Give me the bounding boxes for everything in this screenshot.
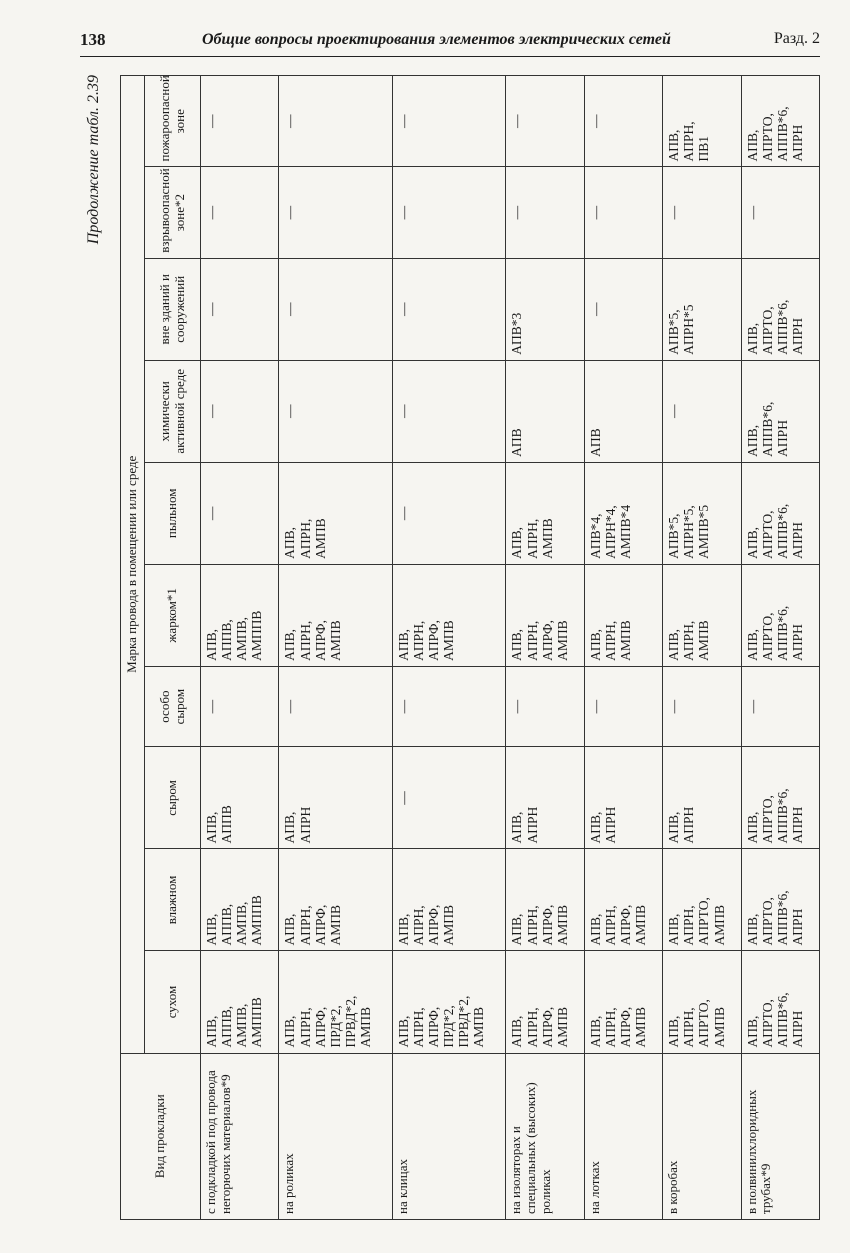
table-cell: АПВ, АПРН, АМПВ (663, 564, 741, 666)
table-cell: — (506, 666, 584, 747)
table-cell: АПВ (584, 360, 662, 462)
table-continuation-label: Продолжение табл. 2.39 (85, 75, 102, 245)
table-cell: АПВ, АПРН, АМПВ (584, 564, 662, 666)
row-kind-cell: в коробах (663, 1053, 741, 1219)
table-cell: АПВ, АПРН, АПРФ, АМПВ (392, 849, 506, 951)
table-cell: — (506, 167, 584, 258)
table-cell: АПВ, АПРН, АПРФ, АМПВ (584, 951, 662, 1053)
table-cell: — (663, 360, 741, 462)
table-cell: — (663, 167, 741, 258)
table-cell: АПВ, АПРТО, АППВ*6, АПРН (741, 849, 819, 951)
table-cell: АПВ, АПРН, АПРФ, АМПВ (506, 564, 584, 666)
col-kind-header: Вид прокладки (121, 1053, 201, 1219)
table-cell: — (741, 666, 819, 747)
table-cell: — (741, 167, 819, 258)
table-cell: АПВ, АПРН (663, 747, 741, 849)
table-cell: АПВ, АПРН (584, 747, 662, 849)
table-cell: АПВ, АПРН, АМПВ (279, 462, 393, 564)
table-cell: — (201, 76, 279, 167)
table-cell: АПВ, АПРН, АМПВ (506, 462, 584, 564)
table-cell: АПВ, АПРН (506, 747, 584, 849)
table-cell: — (201, 167, 279, 258)
col-header: жарком*1 (145, 564, 201, 666)
table-row (741, 76, 819, 1220)
table-cell: АПВ, АПРН, АПРФ, АМПВ (506, 849, 584, 951)
col-header: сыром (145, 747, 201, 849)
table-cell: АПВ, АПРН, АПРФ, АМПВ (506, 951, 584, 1053)
table-cell: АПВ, АППВ (201, 747, 279, 849)
table-cell: АПВ, АПРН, АПРТО, АМПВ (663, 849, 741, 951)
table-cell: — (201, 360, 279, 462)
table-cell: АПВ*4, АПРН*4, АМПВ*4 (584, 462, 662, 564)
row-kind-cell: в полвинилхлоридных трубах*9 (741, 1053, 819, 1219)
table-cell: АПВ, АППВ, АМПВ, АМППВ (201, 951, 279, 1053)
table-cell: — (201, 462, 279, 564)
table-cell: — (279, 167, 393, 258)
table-cell: АПВ, АПРТО, АППВ*6, АПРН (741, 258, 819, 360)
table-cell: АПВ (506, 360, 584, 462)
table-cell: — (392, 360, 506, 462)
page-header (80, 30, 820, 57)
table-cell: — (392, 167, 506, 258)
col-header: особо сыром (145, 666, 201, 747)
col-header: химически активной среде (145, 360, 201, 462)
table-row (584, 76, 662, 1220)
table-cell: — (279, 666, 393, 747)
table-cell: — (663, 666, 741, 747)
page-number: 138 (80, 30, 106, 49)
col-header: сухом (145, 951, 201, 1053)
group-header: Марка провода в помещении или среде (121, 76, 145, 1054)
table-cell: АПВ, АПРТО, АППВ*6, АПРН (741, 747, 819, 849)
table-cell: АПВ, АПРН, АПРФ, ПРД*2, ПРВД*2, АМПВ (279, 951, 393, 1053)
table-cell: АПВ, АППВ, АМПВ, АМППВ (201, 564, 279, 666)
table-cell: АПВ, АПРН, АПРФ, АМПВ (279, 849, 393, 951)
col-header: пожароопасной зоне (145, 76, 201, 167)
table-cell: — (279, 360, 393, 462)
table-cell: — (392, 76, 506, 167)
table-cell: — (279, 258, 393, 360)
table-body (201, 76, 820, 1220)
col-header: пыльном (145, 462, 201, 564)
table-cell: АПВ, АПРТО, АППВ*6, АПРН (741, 564, 819, 666)
table-row (663, 76, 741, 1220)
row-kind-cell: на лотках (584, 1053, 662, 1219)
running-title: Общие вопросы проектирования элементов электрических сетей (202, 31, 671, 48)
table-cell: АПВ, АПРН, АПРФ, АМПВ (279, 564, 393, 666)
table-cell: АПВ, АПРН, АПРФ, ПРД*2, ПРВД*2, АМПВ (392, 951, 506, 1053)
table-cell: — (201, 666, 279, 747)
col-header: взрывоопасной зоне*2 (145, 167, 201, 258)
table-cell: — (279, 76, 393, 167)
table-cell: — (392, 462, 506, 564)
row-kind-cell: на роликах (279, 1053, 393, 1219)
col-header: влажном (145, 849, 201, 951)
table-cell: — (584, 666, 662, 747)
row-kind-cell: с подкладкой под провода негорючих материалов*9 (201, 1053, 279, 1219)
row-kind-cell: на клицах (392, 1053, 506, 1219)
wire-brand-table (120, 75, 820, 1220)
table-row (506, 76, 584, 1220)
table-cell: АПВ, АПРН, АПРФ, АМПВ (392, 564, 506, 666)
table-cell: АПВ, АППВ, АМПВ, АМППВ (201, 849, 279, 951)
table-cell: — (584, 76, 662, 167)
table-cell: — (392, 747, 506, 849)
table-cell: АПВ, АПРН, АПРФ, АМПВ (584, 849, 662, 951)
table-cell: АПВ, АПРН, ПВ1 (663, 76, 741, 167)
table-cell: АПВ, АПРТО, АППВ*6, АПРН (741, 951, 819, 1053)
table-cell: — (584, 167, 662, 258)
table-cell: — (392, 666, 506, 747)
table-cell: АПВ, АПРТО, АППВ*6, АПРН (741, 76, 819, 167)
table-cell: — (392, 258, 506, 360)
col-header: вне зданий и сооружений (145, 258, 201, 360)
table-cell: АПВ, АППВ*6, АПРН (741, 360, 819, 462)
table-cell: — (201, 258, 279, 360)
rotated-table-stage (85, 75, 820, 1220)
table-cell: АПВ*3 (506, 258, 584, 360)
table-row (279, 76, 393, 1220)
table-row (201, 76, 279, 1220)
table-cell: АПВ, АПРТО, АППВ*6, АПРН (741, 462, 819, 564)
table-cell: АПВ, АПРН, АПРТО, АМПВ (663, 951, 741, 1053)
table-cell: — (506, 76, 584, 167)
section-label: Разд. 2 (773, 30, 820, 47)
table-cell: АПВ*5, АПРН*5 (663, 258, 741, 360)
table-cell: АПВ*5, АПРН*5, АМПВ*5 (663, 462, 741, 564)
row-kind-cell: на изоляторах и специальных (высоких) роликах (506, 1053, 584, 1219)
table-row (392, 76, 506, 1220)
table-cell: — (584, 258, 662, 360)
table-cell: АПВ, АПРН (279, 747, 393, 849)
